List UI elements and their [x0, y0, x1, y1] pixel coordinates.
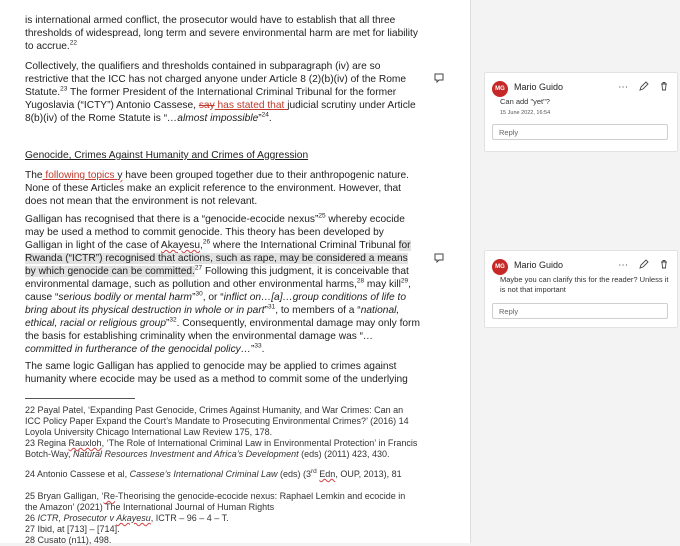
delete-icon[interactable] — [659, 259, 669, 272]
comment-toolbar — [612, 79, 669, 94]
more-options-icon[interactable]: ⋯ — [618, 260, 629, 272]
avatar: MG — [492, 81, 508, 97]
footnote-ref[interactable]: 23 — [60, 85, 68, 93]
comment-toolbar — [612, 257, 669, 272]
footnote-ref[interactable]: 25 — [318, 212, 326, 220]
footnote-ref[interactable]: 27 — [194, 264, 203, 272]
section-heading: Genocide, Crimes Against Humanity and Crimes of Aggression — [25, 150, 309, 161]
paragraph-5: The same logic Galligan has applied to genocide may be applied to crimes against humanity where ecocide may be used as a method to commit some of the underlying — [25, 361, 408, 385]
footnote-24: 24 Antonio Cassese et al, Cassese’s International Criminal Law (eds) (3rd Edn, OUP, 2013), 81 — [25, 468, 402, 479]
spelling-error[interactable]: Akayesu — [160, 240, 200, 251]
footnote-25: 25 Bryan Galligan, ‘Re-Theorising the genocide-ecocide nexus: Raphael Lemkin and ecocide in the Amazon’ (2021) The International Journal of Human Rights — [25, 491, 406, 512]
spelling-error[interactable]: Akayesu — [116, 513, 151, 523]
comment-text: Maybe you can clarify this for the reader? Unless it is not that important — [500, 275, 669, 294]
edit-icon[interactable] — [639, 259, 649, 272]
spelling-error[interactable]: Rauxloh — [68, 438, 102, 448]
footnote-28: 28 Cusato (n11), 498. — [25, 535, 112, 545]
paragraph-2: Collectively, the qualifiers and thresholds contained in subparagraph (iv) are so restrictive that the ICC has not charged anyone under Article 8 (2)(b)(iv) of the Rome Statute.$^{23}$ The former President of the International Criminal Tribunal for the former Yugoslavia (“ICTY”) Antonio Cassese, say has stated that judicial scrutiny under Article 8(b)(iv) of the Rome Statute is “…almost impossible”$^{24}$. — [25, 61, 416, 124]
footnote-ref[interactable]: 29 — [400, 277, 409, 285]
footnote-ref[interactable]: 24 — [261, 111, 269, 119]
footnote-26: 26 ICTR, Prosecutor v Akayesu, ICTR – 96 – 4 – T. — [25, 513, 229, 523]
footnote-ref[interactable]: 26 — [202, 238, 211, 246]
comment-date: 15 June 2022, 16:54 — [500, 110, 551, 116]
paragraph-1: is international armed conflict, the prosecutor would have to establish that all three thresholds of widespread, long term and severe environmental harm are met for liability to accrue.$^{22}$ — [25, 15, 418, 52]
paragraph-3: The following topics y have been grouped together due to their anthropogenic nature. None of these Articles make an explicit reference to the environment. However, that does not mean that the environment is not relevant. — [25, 170, 410, 207]
paragraph-4: Galligan has recognised that there is a “genocide-ecocide nexus”$^{25}$ whereby ecocide may be used a method to commit genocide. This theory has been developed by Galligan in light of the case of Akayesu,$^{26}$ where the International Criminal Tribunal for Rwanda (“ICTR”) recognised that actions, such as rape, may be considered a means by which genocide can be committed.$^{27}$ Following this judgment, it is conceivable that environmental damage, such as pollution and other environmental harms,$^{28}$ may kill$^{29}$, cause “serious bodily or mental harm”$^{30}$, or “inflict on…[a]…group conditions of life to bring about its physical destruction in whole or in part”$^{31}$, to members of a “national, ethical, racial or religious group”$^{32}$. Consequently, environmental damage may only form the basis for establishing criminality when the environmental damage was “…committed in furtherance of the genocidal policy…”$^{33}$. — [25, 212, 420, 355]
comment-text: Can add "yet"? — [500, 97, 550, 106]
footnote-ref[interactable]: 30 — [195, 290, 203, 298]
avatar: MG — [492, 259, 508, 275]
footnote-ref[interactable]: 22 — [69, 39, 77, 47]
footnote-ref[interactable]: 31 — [267, 303, 276, 311]
comment-author: Mario Guido — [514, 82, 564, 92]
tracked-insertion[interactable]: following topics — [42, 170, 118, 181]
more-options-icon[interactable]: ⋯ — [618, 82, 629, 94]
reply-input[interactable]: Reply — [492, 303, 668, 319]
comment-author: Mario Guido — [514, 260, 564, 270]
comment-card[interactable] — [484, 72, 678, 152]
footnote-23: 23 Regina Rauxloh, ‘The Role of International Criminal Law in Environmental Protection’ in Francis Botch-Way, Natural Resources Investment and Africa’s Development (eds) (2011) 423, 430. — [25, 438, 418, 459]
comment-card[interactable] — [484, 250, 678, 328]
footnote-22: 22 Payal Patel, ‘Expanding Past Genocide, Crimes Against Humanity, and War Crimes: Can an ICC Policy Paper Expand the Court’s Mandate to Prosecuting Environmental Crimes?’ (2016) 14 Loyola University Chicago International Law Review 175, 178. — [25, 405, 409, 437]
footnote-ref[interactable]: 28 — [356, 277, 365, 285]
commented-text-highlight[interactable]: for Rwanda (“ICTR”) recognised that actions, such as rape, may be considered a means by which genocide can be committed. — [25, 240, 411, 277]
comment-marker-icon[interactable] — [434, 73, 444, 83]
edit-icon[interactable] — [639, 81, 649, 94]
footnote-27: 27 Ibid, at [713] – [714]. — [25, 524, 120, 534]
spelling-error[interactable]: Edn — [319, 469, 336, 479]
comment-marker-icon[interactable] — [434, 253, 444, 263]
tracked-insertion[interactable]: has stated that — [214, 100, 288, 111]
spelling-error[interactable]: y — [117, 170, 123, 181]
reply-input[interactable]: Reply — [492, 124, 668, 140]
tracked-deletion[interactable]: say — [198, 100, 215, 111]
delete-icon[interactable] — [659, 81, 669, 94]
spelling-error[interactable]: Re — [103, 491, 116, 501]
footnote-ref[interactable]: 33 — [254, 342, 262, 350]
footnote-separator — [25, 398, 135, 399]
footnote-ref[interactable]: 32 — [169, 316, 177, 324]
